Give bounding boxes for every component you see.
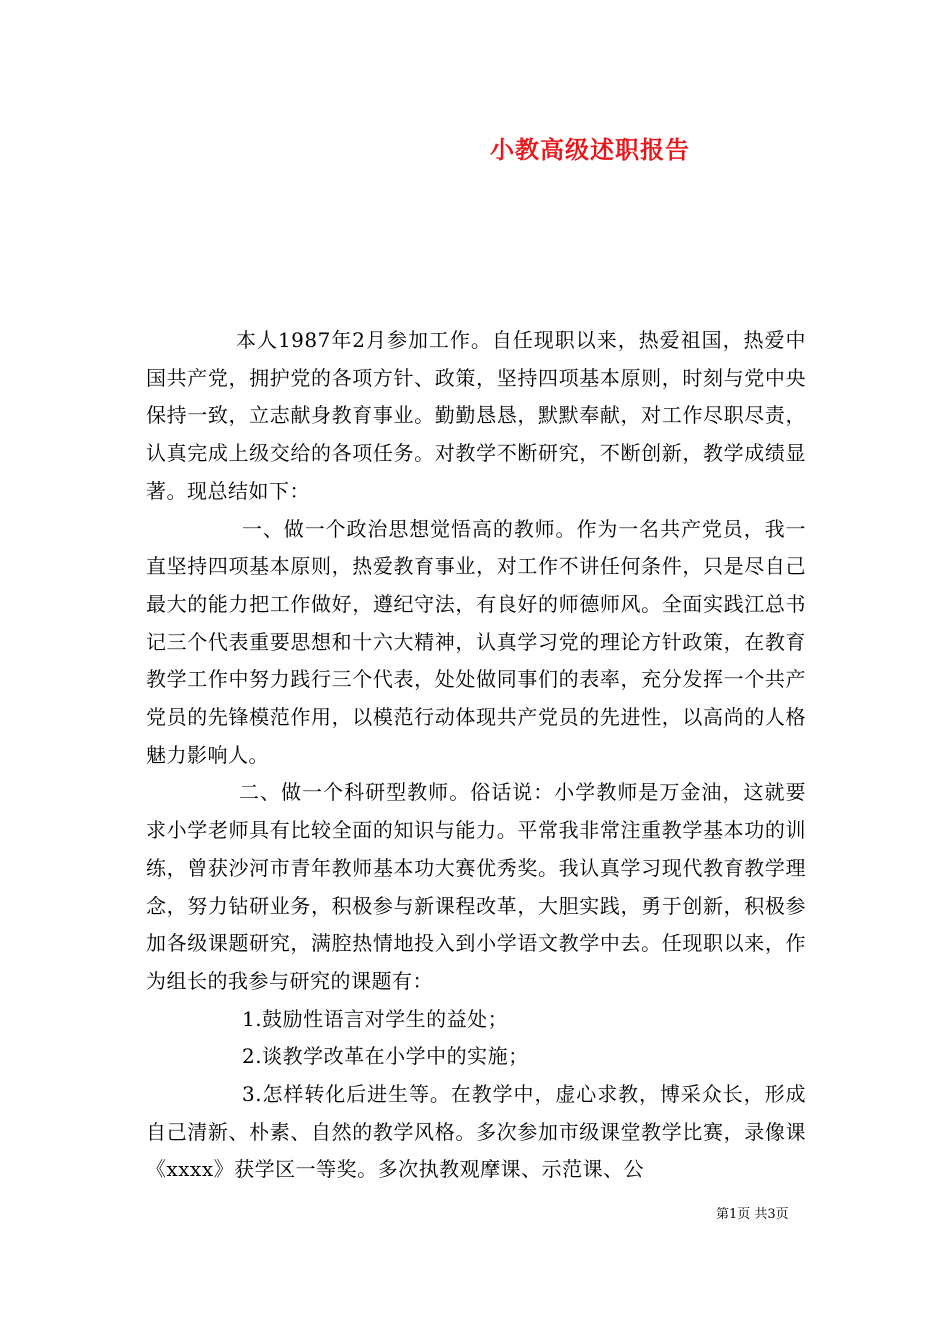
research-topic-item: 1.鼓励性语言对学生的益处； (242, 1006, 509, 1031)
document-title: 小教高级述职报告 (490, 135, 690, 164)
research-topic-item: 2.谈教学改革在小学中的实施； (242, 1044, 529, 1069)
document-body (146, 322, 806, 1189)
page-number-footer: 第1页 共3页 (716, 1207, 789, 1222)
closing-paragraph: 3.怎样转化后进生等。在教学中，虚心求教，博采众长，形成自己清新、朴素、自然的教学风格。多次参加市级课堂教学比赛，录像课《xxxx》获学区一等奖。多次执教观摩课、示范课、公 (146, 1082, 806, 1182)
section-two-paragraph: 二、做一个科研型教师。俗话说：小学教师是万金油，这就要求小学老师具有比较全面的知识与能力。平常我非常注重教学基本功的训练，曾获沙河市青年教师基本功大赛优秀奖。我认真学习现代教育教学理念，努力钻研业务，积极参与新课程改革，大胆实践，勇于创新，积极参加各级课题研究，满腔热情地投入到小学语文教学中去。任现职以来，作为组长的我参与研究的课题有： (146, 780, 806, 993)
intro-paragraph: 本人1987年2月参加工作。自任现职以来，热爱祖国，热爱中国共产党，拥护党的各项方针、政策，坚持四项基本原则，时刻与党中央保持一致，立志献身教育事业。勤勤恳恳，默默奉献，对工作尽职尽责，认真完成上级交给的各项任务。对教学不断研究，不断创新，教学成绩显著。现总结如下： (146, 328, 806, 503)
section-one-paragraph: 一、做一个政治思想觉悟高的教师。作为一名共产党员，我一直坚持四项基本原则，热爱教育事业，对工作不讲任何条件，只是尽自己最大的能力把工作做好，遵纪守法，有良好的师德师风。全面实践江总书记三个代表重要思想和十六大精神，认真学习党的理论方针政策，在教育教学工作中努力践行三个代表，处处做同事们的表率，充分发挥一个共产党员的先锋模范作用，以模范行动体现共产党员的先进性，以高尚的人格魅力影响人。 (146, 516, 806, 767)
